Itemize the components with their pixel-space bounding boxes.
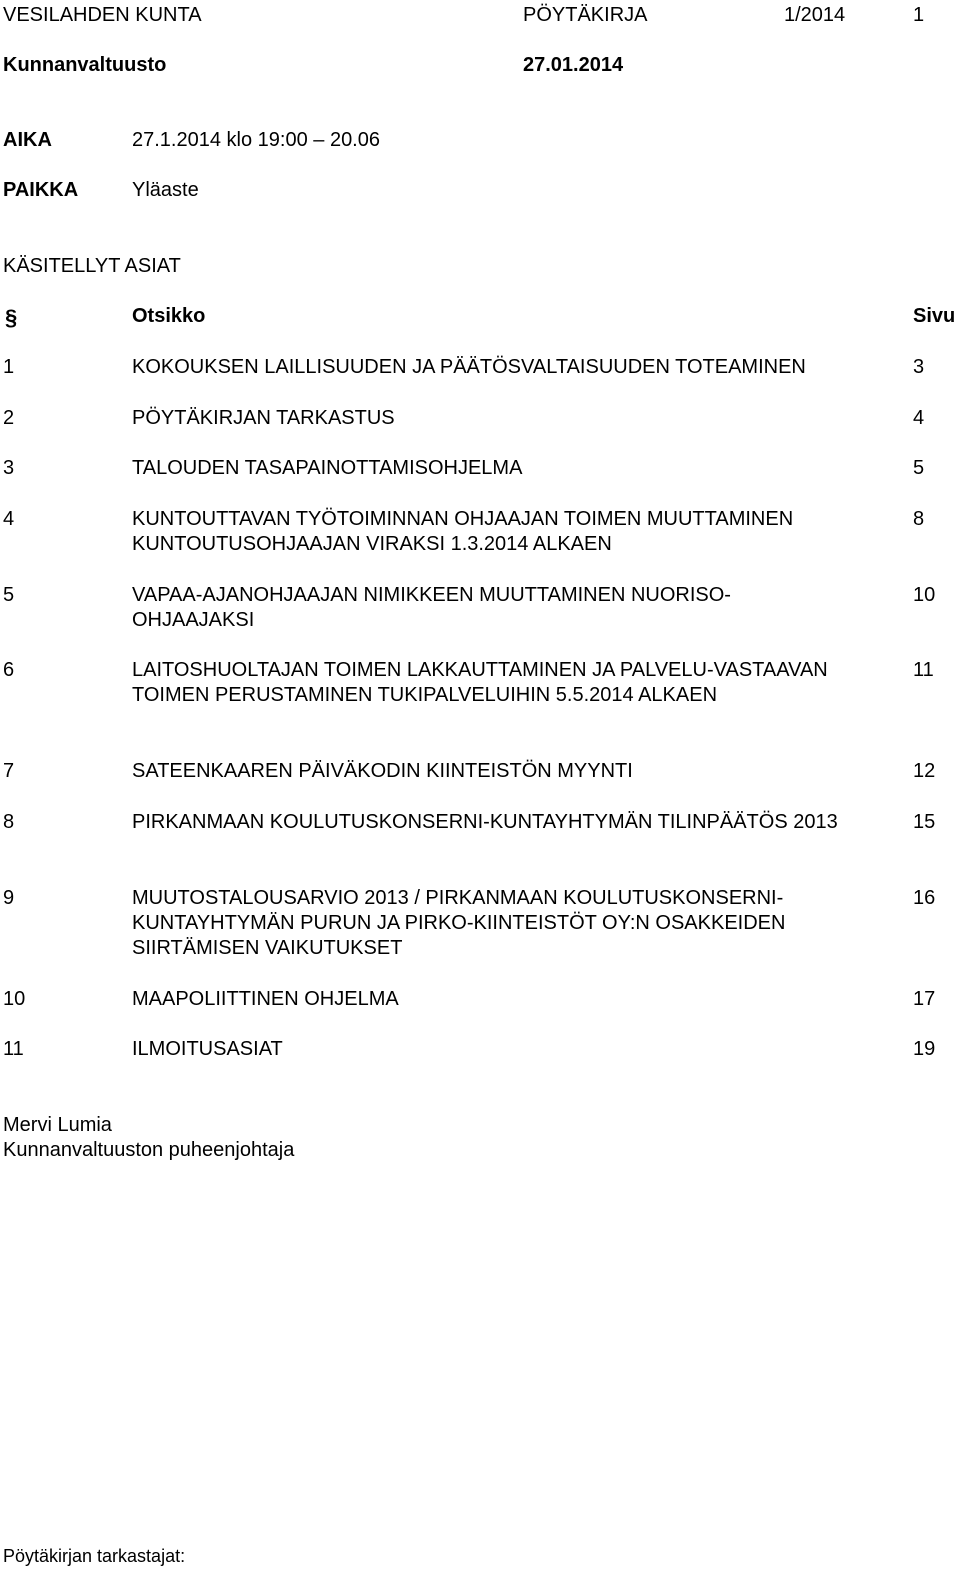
agenda-item-page: 19 bbox=[913, 1038, 936, 1060]
agenda-item-number: 7 bbox=[3, 760, 15, 782]
agenda-item-title: KUNTOUTTAVAN TYÖTOIMINNAN OHJAAJAN TOIMEN MUUTTAMINEN KUNTOUTUSOHJAAJAN VIRAKSI 1.3.2014 ALKAEN bbox=[132, 508, 794, 555]
agenda-item-page: 12 bbox=[913, 760, 936, 782]
agenda-item-page: 11 bbox=[913, 659, 934, 681]
agenda-item bbox=[0, 507, 960, 587]
time-label: AIKA bbox=[3, 129, 52, 151]
agenda-item-page: 17 bbox=[913, 988, 936, 1010]
agenda-item-title: MAAPOLIITTINEN OHJELMA bbox=[132, 988, 399, 1010]
agenda-item-number: 10 bbox=[3, 988, 26, 1010]
section-symbol: § bbox=[5, 305, 18, 330]
governing-body: Kunnanvaltuusto bbox=[3, 54, 167, 76]
agenda-item-page: 10 bbox=[913, 584, 936, 606]
agenda-item bbox=[0, 583, 960, 663]
agenda-item-title: ILMOITUSASIAT bbox=[132, 1038, 283, 1060]
agenda-item-page: 3 bbox=[913, 356, 925, 378]
agenda-item-title: VAPAA-AJANOHJAAJAN NIMIKKEEN MUUTTAMINEN NUORISO-OHJAAJAKSI bbox=[132, 584, 731, 631]
municipality-name: VESILAHDEN KUNTA bbox=[3, 4, 202, 26]
agenda-item-number: 4 bbox=[3, 508, 15, 530]
agenda-item-number: 5 bbox=[3, 584, 15, 606]
agenda-item-title: PÖYTÄKIRJAN TARKASTUS bbox=[132, 407, 395, 429]
inspectors-label: Pöytäkirjan tarkastajat: bbox=[3, 1546, 186, 1566]
signer-role: Kunnanvaltuuston puheenjohtaja bbox=[3, 1139, 295, 1161]
agenda-item-page: 8 bbox=[913, 508, 925, 530]
agenda-item-title: PIRKANMAAN KOULUTUSKONSERNI-KUNTAYHTYMÄN TILINPÄÄTÖS 2013 bbox=[132, 811, 838, 833]
agenda-item bbox=[0, 1037, 960, 1117]
column-title-header: Otsikko bbox=[132, 305, 206, 327]
agenda-item-number: 9 bbox=[3, 887, 15, 909]
agenda-item-page: 4 bbox=[913, 407, 925, 429]
agenda-item bbox=[0, 886, 960, 966]
agenda-item-title: LAITOSHUOLTAJAN TOIMEN LAKKAUTTAMINEN JA PALVELU-VASTAAVAN TOIMEN PERUSTAMINEN TUKIPALVELUIHIN 5.5.2014 ALKAEN bbox=[132, 659, 828, 706]
agenda-item bbox=[0, 810, 960, 890]
agenda-item-number: 2 bbox=[3, 407, 15, 429]
agenda-heading: KÄSITELLYT ASIAT bbox=[3, 255, 181, 277]
page-number: 1 bbox=[913, 4, 925, 26]
agenda-item-number: 8 bbox=[3, 811, 15, 833]
time-value: 27.1.2014 klo 19:00 – 20.06 bbox=[132, 129, 380, 151]
signer-name: Mervi Lumia bbox=[3, 1114, 112, 1136]
document-number: 1/2014 bbox=[784, 4, 846, 26]
place-value: Yläaste bbox=[132, 179, 199, 201]
agenda-item-page: 15 bbox=[913, 811, 936, 833]
agenda-item-page: 5 bbox=[913, 457, 925, 479]
place-label: PAIKKA bbox=[3, 179, 79, 201]
meeting-date: 27.01.2014 bbox=[523, 54, 624, 76]
agenda-item-title: TALOUDEN TASAPAINOTTAMISOHJELMA bbox=[132, 457, 523, 479]
agenda-item-number: 1 bbox=[3, 356, 15, 378]
agenda-item-number: 6 bbox=[3, 659, 15, 681]
agenda-item bbox=[0, 658, 960, 738]
agenda-item-title: KOKOUKSEN LAILLISUUDEN JA PÄÄTÖSVALTAISUUDEN TOTEAMINEN bbox=[132, 356, 806, 378]
agenda-item-title: SATEENKAAREN PÄIVÄKODIN KIINTEISTÖN MYYNTI bbox=[132, 760, 633, 782]
agenda-item-number: 3 bbox=[3, 457, 15, 479]
agenda-item-title: MUUTOSTALOUSARVIO 2013 / PIRKANMAAN KOULUTUSKONSERNI-KUNTAYHTYMÄN PURUN JA PIRKO-KIINTEISTÖT OY:N OSAKKEIDEN SIIRTÄMISEN VAIKUTUKSET bbox=[132, 887, 786, 959]
document-type: PÖYTÄKIRJA bbox=[523, 4, 648, 26]
agenda-item-page: 16 bbox=[913, 887, 936, 909]
column-page-header: Sivu bbox=[913, 305, 956, 327]
agenda-item-number: 11 bbox=[3, 1038, 24, 1060]
